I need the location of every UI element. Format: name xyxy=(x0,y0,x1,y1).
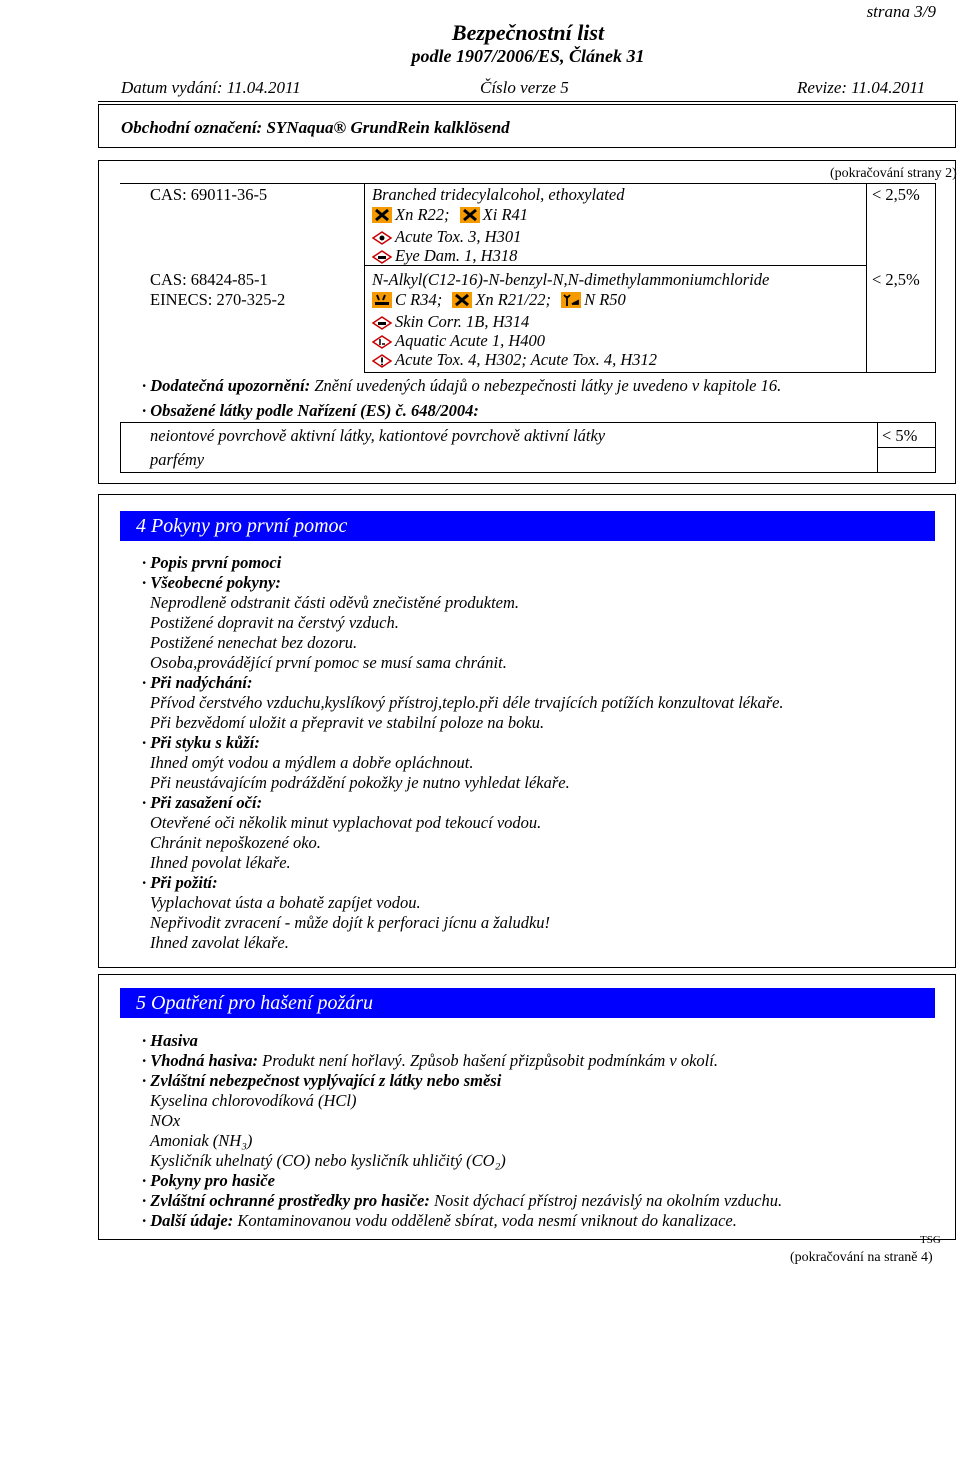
text-line xyxy=(142,1171,275,1191)
environment-icon xyxy=(561,292,581,308)
concentration: < 2,5% xyxy=(872,270,920,289)
line-text: Přívod čerstvého vzduchu,kyslíkový přístroj,teplo.při déle trvajících potížích konzultovat lékaře. xyxy=(150,693,784,712)
table-rule xyxy=(935,422,936,473)
table-rule xyxy=(364,372,935,373)
line-text: Při neustávajícím podráždění pokožky je nutno vyhledat lékaře. xyxy=(150,773,570,792)
classification-line: Acute Tox. 4, H302; Acute Tox. 4, H312 xyxy=(372,350,657,370)
revision-date: Revize: 11.04.2011 xyxy=(797,78,926,97)
text-line xyxy=(150,1131,252,1151)
irritant-x-icon xyxy=(460,207,480,223)
text-line xyxy=(150,853,291,873)
table-rule xyxy=(120,422,935,423)
line-label: · Při zasažení očí: xyxy=(142,793,263,812)
document-title: Bezpečnostní list xyxy=(451,20,605,45)
regulation-substances: neiontové povrchově aktivní látky, kationtové povrchově aktivní látky xyxy=(150,426,606,445)
text-line xyxy=(150,1111,180,1131)
trade-name: Obchodní označení: SYNaqua® GrundRein kalklösend xyxy=(121,118,510,137)
line-text: Neprodleně odstranit části oděvů znečistěné produktem. xyxy=(150,593,520,612)
text-line xyxy=(150,773,570,793)
classification-line: Acute Tox. 3, H301 xyxy=(372,227,521,247)
text-line xyxy=(150,753,474,773)
text-line xyxy=(150,633,357,653)
version-number: Číslo verze 5 xyxy=(480,78,569,97)
table-rule xyxy=(364,183,365,373)
regulation-heading: · Obsažené látky podle Nařízení (ES) č. 648/2004: xyxy=(142,401,479,420)
footer-code: TSG xyxy=(920,1234,941,1246)
substance-name: Branched tridecylalcohol, ethoxylated xyxy=(372,185,625,204)
classification-line: Skin Corr. 1B, H314 xyxy=(372,312,529,332)
regulation-perfumes: parfémy xyxy=(150,450,205,469)
text-line xyxy=(142,1071,501,1091)
text-line xyxy=(150,913,550,933)
line-text: Ihned povolat lékaře. xyxy=(150,853,291,872)
line-label: · Všeobecné pokyny: xyxy=(142,573,281,592)
text-line xyxy=(142,1051,718,1071)
line-text: Osoba,provádějící první pomoc se musí sama chránit. xyxy=(150,653,507,672)
text-line xyxy=(150,653,507,673)
continued-to: (pokračování na straně 4) xyxy=(790,1250,933,1265)
issue-date: Datum vydání: 11.04.2011 xyxy=(121,78,301,97)
text-line xyxy=(150,1151,506,1171)
text-line xyxy=(142,1191,782,1211)
line-text: Vyplachovat ústa a bohatě zapíjet vodou. xyxy=(150,893,421,912)
text-line xyxy=(150,933,289,953)
line-text: Amoniak (NH₃) xyxy=(150,1131,253,1150)
section5-heading: 5 Opatření pro hašení požáru xyxy=(120,988,935,1018)
line-text: NOx xyxy=(150,1111,181,1130)
line-text: Nosit dýchací přístroj nezávislý na okolním vzduchu. xyxy=(429,1191,783,1210)
text-line xyxy=(150,613,399,633)
text-line xyxy=(142,573,281,593)
line-label: · Při nadýchání: xyxy=(142,673,253,692)
text-line xyxy=(150,833,321,853)
substance-name: N-Alkyl(C12-16)-N-benzyl-N,N-dimethylammoniumchloride xyxy=(372,270,770,289)
line-text: Kyselina chlorovodíková (HCl) xyxy=(150,1091,357,1110)
environment-diamond-icon xyxy=(372,335,392,349)
einecs-number: EINECS: 270-325-2 xyxy=(150,290,286,309)
document-subtitle: podle 1907/2006/ES, Článek 31 xyxy=(411,46,645,66)
line-label: · Zvláštní ochranné prostředky pro hasiče: xyxy=(142,1191,430,1210)
text-line xyxy=(142,673,252,693)
harmful-x-icon xyxy=(372,207,392,223)
line-text: Kontaminovanou vodu odděleně sbírat, voda nesmí vniknout do kanalizace. xyxy=(233,1211,737,1230)
line-text: Chránit nepoškozené oko. xyxy=(150,833,321,852)
line-text: Ihned omýt vodou a mýdlem a dobře opláchnout. xyxy=(150,753,474,772)
trade-name-box xyxy=(98,104,956,148)
table-rule xyxy=(866,183,867,373)
table-rule xyxy=(935,183,936,373)
page-number: strana 3/9 xyxy=(866,2,936,21)
classification-line: Aquatic Acute 1, H400 xyxy=(372,331,545,351)
text-line xyxy=(142,1031,198,1051)
line-text: Nepřivodit zvracení - může dojít k perforaci jícnu a žaludku! xyxy=(150,913,551,932)
additional-info: · Dodatečná upozornění: Znění uvedených údajů o nebezpečnosti látky je uvedeno v kapitole 16. xyxy=(142,376,782,395)
skull-diamond-icon xyxy=(372,231,392,245)
text-line xyxy=(142,873,218,893)
text-line xyxy=(142,553,281,573)
cas-number: CAS: 69011-36-5 xyxy=(150,185,268,204)
concentration: < 2,5% xyxy=(872,185,920,204)
exclamation-diamond-icon xyxy=(372,354,392,368)
line-text: Při bezvědomí uložit a přepravit ve stabilní poloze na boku. xyxy=(150,713,545,732)
line-label: · Pokyny pro hasiče xyxy=(142,1171,275,1190)
text-line xyxy=(150,593,519,613)
line-text: Produkt není hořlavý. Způsob hašení přizpůsobit podmínkám v okolí. xyxy=(257,1051,718,1070)
line-text: Kysličník uhelnatý (CO) nebo kysličník uhličitý (CO₂) xyxy=(150,1151,506,1170)
table-rule xyxy=(120,183,935,184)
line-label: · Při styku s kůží: xyxy=(142,733,260,752)
line-text: Postižené nenechat bez dozoru. xyxy=(150,633,358,652)
cas-number: CAS: 68424-85-1 xyxy=(150,270,268,289)
corrosive-icon xyxy=(372,292,392,308)
header-rule xyxy=(98,101,958,102)
line-text: Ihned zavolat lékaře. xyxy=(150,933,289,952)
table-rule xyxy=(877,447,935,448)
text-line xyxy=(142,733,260,753)
text-line xyxy=(150,893,421,913)
text-line xyxy=(142,793,262,813)
table-rule xyxy=(120,472,935,473)
line-label: · Vhodná hasiva: xyxy=(142,1051,258,1070)
continued-from: (pokračování strany 2) xyxy=(830,166,957,181)
text-line xyxy=(150,1091,357,1111)
text-line xyxy=(150,713,544,733)
corrosion-diamond-icon xyxy=(372,250,392,264)
line-label: · Další údaje: xyxy=(142,1211,234,1230)
corrosion-diamond-icon xyxy=(372,316,392,330)
section4-heading: 4 Pokyny pro první pomoc xyxy=(120,511,935,541)
classification-line: C R34; Xn R21/22; N R50 xyxy=(372,290,626,310)
classification-line: Xn R22; Xi R41 xyxy=(372,205,528,225)
classification-line: Eye Dam. 1, H318 xyxy=(372,246,517,266)
text-line xyxy=(150,813,541,833)
text-line xyxy=(150,693,784,713)
line-label: · Popis první pomoci xyxy=(142,553,282,572)
line-text: Postižené dopravit na čerstvý vzduch. xyxy=(150,613,399,632)
line-label: · Zvláštní nebezpečnost vyplývající z látky nebo směsi xyxy=(142,1071,502,1090)
regulation-concentration: < 5% xyxy=(882,426,918,445)
line-text: Otevřené oči několik minut vyplachovat pod tekoucí vodou. xyxy=(150,813,542,832)
table-rule xyxy=(120,422,121,473)
line-label: · Hasiva xyxy=(142,1031,198,1050)
harmful-x-icon xyxy=(452,292,472,308)
line-label: · Při požití: xyxy=(142,873,218,892)
text-line xyxy=(142,1211,737,1231)
